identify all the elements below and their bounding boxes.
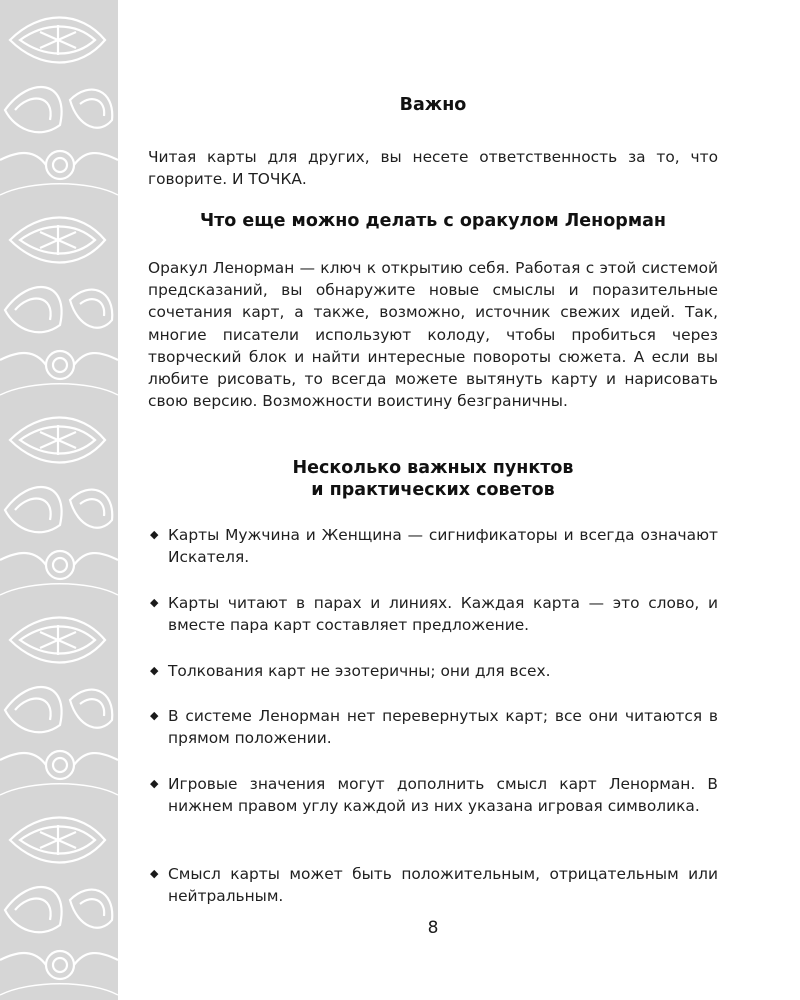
floral-ornament-icon xyxy=(0,0,118,1000)
list-item xyxy=(148,863,718,907)
diamond-bullet-icon: ◆ xyxy=(150,596,159,609)
paragraph-important: Читая карты для других, вы несете ответственность за то, что говорите. И ТОЧКА. xyxy=(148,148,718,189)
list-item xyxy=(148,660,718,682)
diamond-bullet-icon: ◆ xyxy=(150,528,159,541)
list-item-text: В системе Ленорман нет перевернутых карт; все они читаются в прямом положении. xyxy=(168,707,718,748)
list-item xyxy=(148,524,718,568)
page-number: 8 xyxy=(427,918,439,938)
diamond-bullet-icon: ◆ xyxy=(150,664,159,677)
list-item-text: Карты читают в парах и линиях. Каждая карта — это слово, и вместе пара карт составляет предложение. xyxy=(168,594,718,635)
heading-more-uses: Что еще можно делать с оракулом Ленорман xyxy=(199,211,667,231)
list-item-text: Игровые значения могут дополнить смысл карт Ленорман. В нижнем правом углу каждой из них указана игровая символика. xyxy=(168,775,718,816)
list-item xyxy=(148,773,718,817)
heading-tips-line2: и практических советов xyxy=(311,480,555,500)
list-item xyxy=(148,592,718,636)
list-item-text: Карты Мужчина и Женщина — сигнификаторы и всегда означают Искателя. xyxy=(168,526,718,567)
heading-tips xyxy=(148,457,718,501)
list-item xyxy=(148,705,718,749)
paragraph-more-uses: Оракул Ленорман — ключ к открытию себя. Работая с этой системой предсказаний, вы обнаружите новые смыслы и поразительные сочетания карт, а также, возможно, источник свежих идей. Так, многие писатели используют колоду, чтобы пробиться через творческий блок и найти интересные повороты сюжета. А если вы любите рисовать, то всегда можете вытянуть карту и нарисовать свою версию. Возможности воистину безграничны. xyxy=(148,259,718,411)
list-item-text: Смысл карты может быть положительным, отрицательным или нейтральным. xyxy=(168,865,718,906)
diamond-bullet-icon: ◆ xyxy=(150,777,159,790)
diamond-bullet-icon: ◆ xyxy=(150,709,159,722)
page-content xyxy=(148,0,718,1000)
diamond-bullet-icon: ◆ xyxy=(150,867,159,880)
heading-important: Важно xyxy=(399,95,467,115)
heading-tips-line1: Несколько важных пунктов xyxy=(292,458,574,478)
floral-ornament-border xyxy=(0,0,118,1000)
list-item-text: Толкования карт не эзотеричны; они для всех. xyxy=(168,662,551,680)
